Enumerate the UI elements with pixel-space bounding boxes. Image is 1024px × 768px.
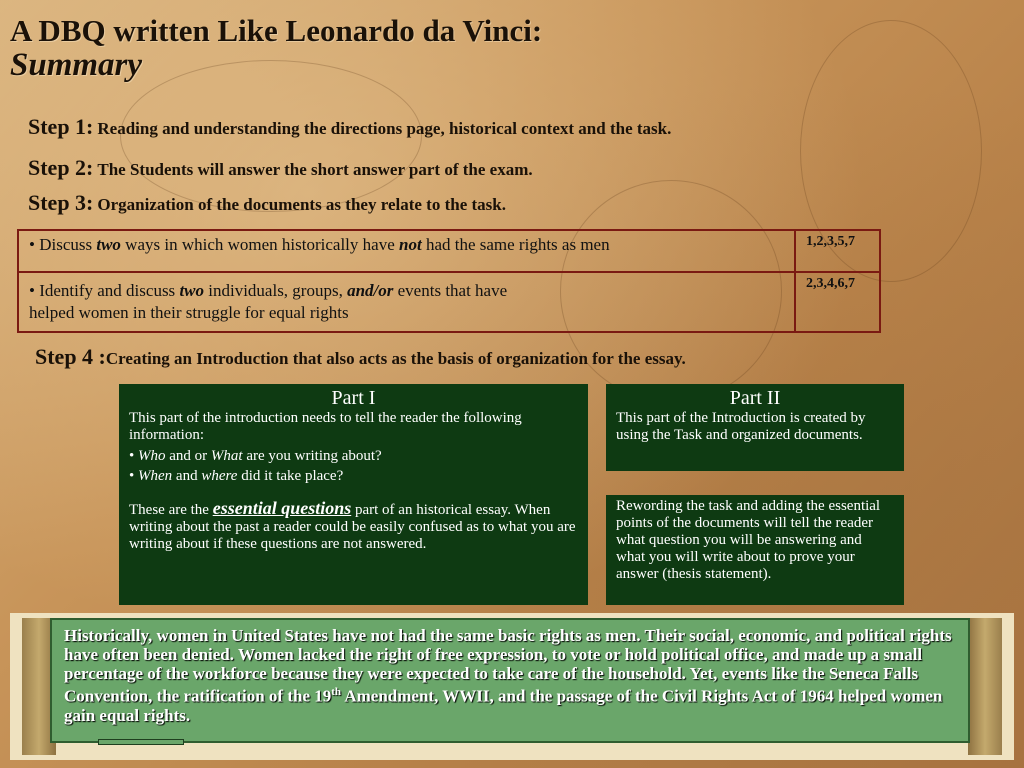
task-text: had the same rights as men: [421, 235, 610, 254]
task-table: [17, 229, 881, 333]
table-row: [19, 273, 879, 331]
part-2-heading: Part II: [729, 387, 781, 409]
task-emphasis: two: [179, 281, 204, 300]
step-4-text: Creating an Introduction that also acts as the basis of organization for the essay.: [105, 349, 686, 368]
part-2-detail-box: [606, 495, 904, 605]
task-emphasis: not: [399, 235, 422, 254]
task-text: ways in which women historically have: [120, 235, 399, 254]
part-1-intro: This part of the introduction needs to tell the reader the following information:: [129, 410, 522, 443]
step-1-label: Step 1:: [28, 114, 94, 139]
scroll-right-roll: [968, 618, 1002, 755]
step-3-text: Organization of the documents as they relate to the task.: [97, 195, 506, 214]
step-3-label: Step 3:: [28, 190, 94, 215]
task-emphasis: two: [96, 235, 121, 254]
part-2-box: [606, 384, 904, 471]
essential-questions-text: essential questions: [212, 498, 352, 518]
step-3: [28, 190, 506, 216]
task-text: • Identify and discuss: [29, 281, 180, 300]
table-row: [19, 231, 879, 273]
step-2: [28, 155, 533, 181]
part-1-heading: Part I: [331, 387, 376, 409]
task-text: helped women in their struggle for equal rights: [29, 303, 349, 322]
summary-paragraph: Historically, women in United States have not had the same basic rights as men. Their social, economic, and political rights have often been denied. Women lacked the right of free expression, to vote or hold political office, and made up a small percentage of the workforce because they were expected to take care of the household. Yet, events like the Seneca Falls Convention, the ratification of the 19th Amendment, WWII, and the passage of the Civil Rights Act of 1964 helped women gain equal rights.: [50, 618, 970, 743]
part-1-bullet: • Who and or What are you writing about?: [129, 448, 382, 464]
part-1-box: [119, 384, 588, 605]
step-4: [35, 344, 686, 370]
part-1-paragraph: These are the essential questions part of an historical essay. When writing about the past a reader could be easily confused as to what you are writing about if these questions are not answered.: [129, 498, 576, 552]
part-1-bullet: • When and where did it take place?: [129, 468, 344, 484]
task-text: • Discuss: [29, 235, 97, 254]
task-cell: [19, 273, 796, 331]
step-4-label: Step 4 :: [35, 344, 106, 369]
part-2-text: This part of the Introduction is created by using the Task and organized documents.: [616, 410, 866, 443]
task-text: events that have: [393, 281, 508, 300]
scroll-tab: [98, 739, 184, 745]
summary-scroll: [10, 613, 1014, 760]
task-text: individuals, groups,: [204, 281, 348, 300]
step-2-label: Step 2:: [28, 155, 94, 180]
step-2-text: The Students will answer the short answer part of the exam.: [97, 160, 533, 179]
slide-title: [10, 14, 542, 82]
document-numbers: 1,2,3,5,7: [806, 234, 855, 249]
document-numbers: 2,3,4,6,7: [806, 276, 855, 291]
part-2-detail-text: Rewording the task and adding the essential points of the documents will tell the reader what question you will be answering and what you will write about to prove your answer (thesis statement).: [616, 498, 881, 582]
title-line-2: Summary: [10, 47, 143, 83]
step-1-text: Reading and understanding the directions page, historical context and the task.: [97, 119, 672, 138]
title-line-1: A DBQ written Like Leonardo da Vinci:: [10, 13, 543, 48]
task-cell: [19, 231, 796, 271]
step-1: [28, 114, 671, 140]
task-emphasis: and/or: [347, 281, 394, 300]
